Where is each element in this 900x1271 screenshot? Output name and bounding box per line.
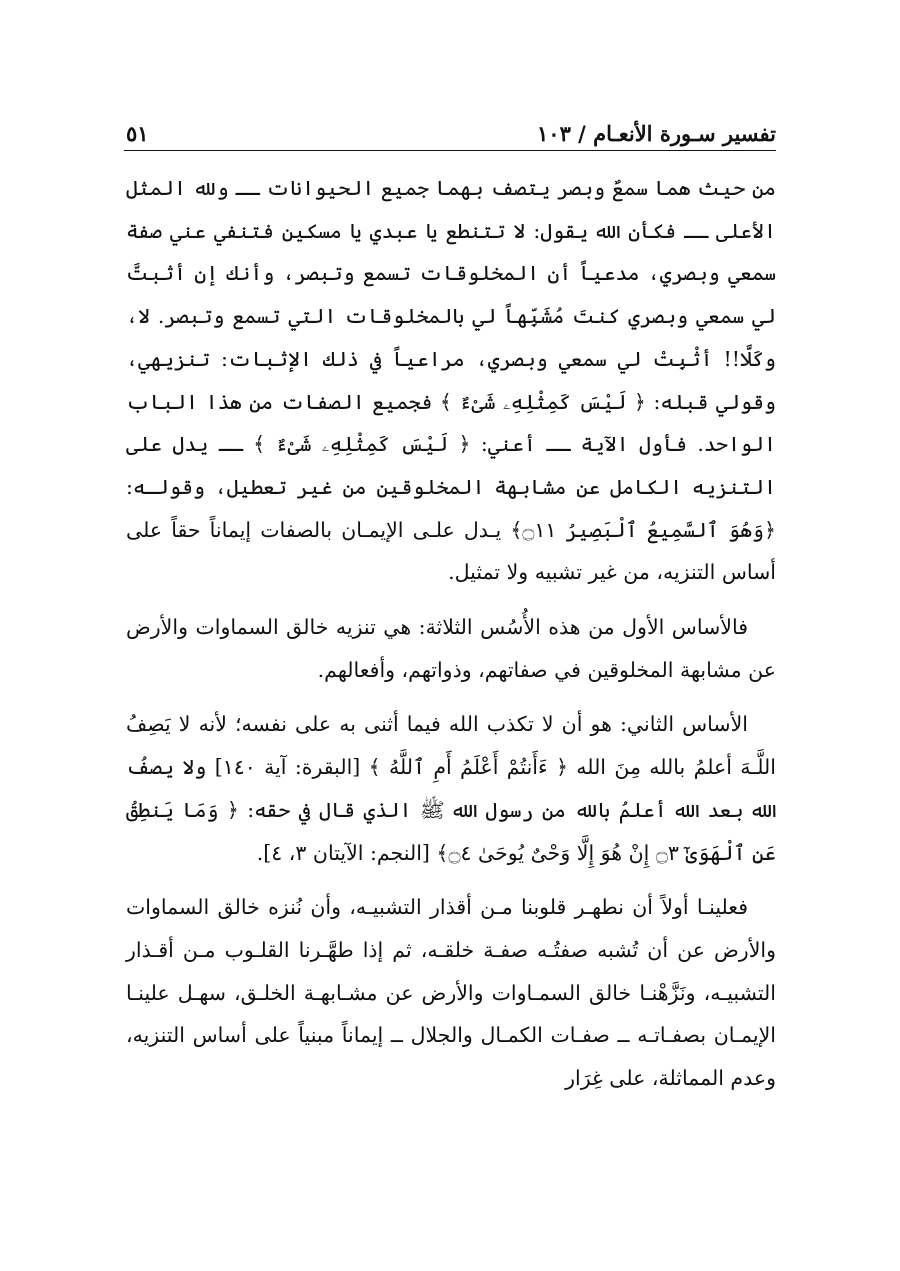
paragraph-3: الأساس الثاني: هو أن لا تكذب الله فيما أثنى به على نفسه؛ لأنه لا يَصِفُ اللَّـهَ أعلمُ بالله مِنَ الله ﴿ ءَأَنتُمْ أَعْلَمُ أَمِ ٱللَّهُ ﴾ [البقرة: آية ١٤٠] ولا يصفُ الله بعد الله أعلمُ بالله من رسول الله ﷺ الذي قال في حقه: ﴿ وَمَا يَنطِقُ عَنِ ٱلْهَوَىٰٓ ۝٣ إِنْ هُوَ إِلَّا وَحْىٌ يُوحَىٰ ۝٤﴾ [النجم: الآيتان ٣، ٤]. (126, 712, 776, 865)
running-title: تفسير سـورة الأنعـام / ١٠٣ (537, 121, 776, 146)
paragraph-2: فالأساس الأول من هذه الأُسُس الثلاثة: هي تنزيه خالق السماوات والأرض عن مشابهة المخلوقين في صفاتهم، وذواتهم، وأفعالهم. (126, 615, 776, 682)
header-divider (124, 150, 776, 151)
page-header (126, 106, 776, 146)
page-body (126, 167, 776, 1100)
paragraph-4: فعلينـا أولاً أن نطهـر قلوبنا مـن أقذار التشبيـه، وأن نُنزه خالق السماوات والأرض عن أن تُشبه صفتُـه صفـة خلقـه، ثم إذا طهَّـرنا القلـوب مـن أقـذار التشبيـه، ونَزَّهْنـا خالق السمـاوات والأرض عن مشـابهـة الخلـق، سهـل علينـا الإيمـان بصفـاتـه ــ صفـات الكمـال والجلال ــ إيماناً مبنياً على أساس التنزيه، وعدم المماثلة، على غِرَار (126, 895, 776, 1091)
paragraph-1: من حيث هما سمعٌ وبصر يتصف بهما جميع الحيوانات ــ ولله المثل الأعلى ــ فكأن الله يقول: لا تتنطع يا عبدي يا مسكين فتنفي عني صفة سمعي وبصري، مدعياً أن المخلوقات تسمع وتبصر، وأنك إن أثبتَّ لي سمعي وبصري كنتَ مُشَبِّهاً لي بالمخلوقات التي تسمع وتبصر. لا، وكَلَّا!! أثْبِتْ لي سمعي وبصري، مراعياً في ذلك الإثبات: تنزيهي، وقولي قبله: ﴿ لَيْسَ كَمِثْلِهِۦ شَىْءٌ ﴾ فجميع الصفات من هذا الباب الواحد. فأول الآية ــ أعني: ﴿ لَيْسَ كَمِثْلِهِۦ شَىْءٌ ﴾ ــ يدل على التنزيه الكامل عن مشابهة المخلوقين من غير تعطيل، وقولـه: ﴿وَهُوَ ٱلسَّمِيعُ ٱلْبَصِيرُ ۝١١﴾ يـدل علـى الإيمـان بالصفات إيماناً حقاً على أساس التنزيه، من غير تشبيه ولا تمثيل. (126, 176, 776, 585)
page-number: ٥١ (126, 121, 149, 146)
